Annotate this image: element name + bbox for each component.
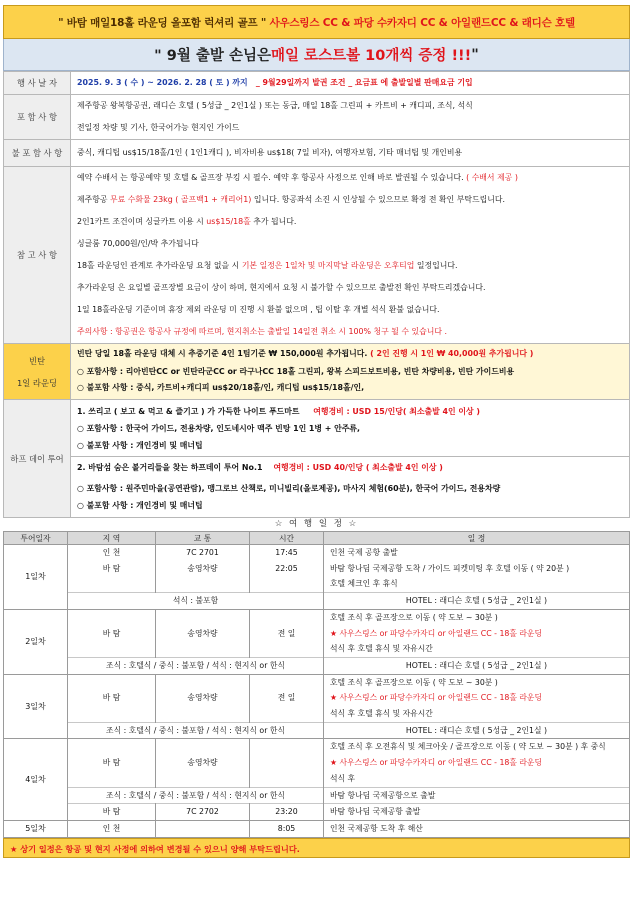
day-2-meals: 조식 : 호텔식 / 중식 : 불포함 / 석식 : 현지식 or 한식 [68,657,324,674]
row-halfday [4,400,630,518]
label-bintan: 빈탄 1일 라운딩 [4,344,71,400]
table-row: 2일차 바 탐 송영차량 전 일 호텔 조식 후 골프장으로 이동 ( 약 도보 ~ 30분 ) [4,609,630,625]
table-row: 호텔 체크인 후 휴식 [4,576,630,592]
footnote: ★ 상기 일정은 항공 및 현지 사정에 의하여 변경될 수 있으니 양해 부탁드립니다. [3,838,630,858]
table-row [4,593,630,610]
day-3-meals: 조식 : 호텔식 / 중식 : 불포함 / 석식 : 현지식 or 한식 [68,722,324,739]
day-1-meals: 석식 : 불포함 [68,593,324,610]
included-line-2: 전일정 차량 및 기사, 한국어가능 현지인 가이드 [77,123,240,132]
row-period [4,72,630,95]
table-row: 바 탐 송영차량 22:05 바탐 항나딤 국제공항 도착 / 가이드 피켓미팅 후 호텔 이동 ( 약 20분 ) [4,561,630,577]
day-5-label: 5일차 [4,820,68,837]
itinerary-table [3,531,630,838]
title-banner [3,5,630,39]
table-row: 조식 : 호텔식 / 중식 : 불포함 / 석식 : 현지식 or 한식 바탐 항나딤 국제공항으로 출발 [4,787,630,804]
tour-1-title: 1. 쓰리고 ( 보고 & 먹고 & 즐기고 ) 가 가득한 나이트 푸드마트 여행경비 : USD 15/인당( 최소출발 4인 이상 ) [77,407,480,416]
label-included: 포 함 사 항 [4,95,71,140]
note-line-7: 1일 18홀라운딩 기준이며 휴장 제외 라운딩 미 진행 시 환불 없으며 , 팁 이탈 후 개별 석식 환불 없습니다. [77,305,440,314]
excluded-line-1: 중식, 캐디팁 us$15/18홀/1인 ( 1인1캐디 ), 비자비용 us$18( 7일 비자), 여행자보험, 기타 매너팁 및 개인비용 [77,148,463,157]
table-row: 석식 후 호텔 휴식 및 자유시간 [4,706,630,722]
table-row: ★ 사우스링스 or 파당수카자디 or 아일랜드 CC - 18홀 라운딩 [4,755,630,771]
bintan-line-2: ○ 포함사항 : 리아빈탄CC or 빈탄라군CC or 라구나CC 18홀 그린피, 왕복 스피드보트비용, 빈탄 차량비용, 빈탄 가이드비용 [77,367,515,376]
table-row [4,722,630,739]
col-schedule: 일 정 [324,532,630,545]
table-row [4,657,630,674]
promo-text-highlight: 매일 로스트볼 10개씩 증정 !!! [271,48,472,64]
period-dates: 2025. 9. 3 ( 수 ) ~ 2026. 2. 28 ( 토 ) 까지 [77,78,248,87]
bintan-line-1: 빈탄 당일 18홀 라운딩 대체 시 추중기준 4인 1팀기준 ₩ 150,000원 추가됩니다. ( 2인 진행 시 1인 ₩ 40,000원 추가됩니다 ) [77,349,534,358]
col-region: 지 역 [68,532,156,545]
day-4-label: 4일차 [4,739,68,821]
promo-banner [3,39,630,71]
table-row: 1일차 인 천 7C 2701 17:45 인천 국제 공항 출발 [4,545,630,561]
day-1-label: 1일차 [4,545,68,610]
itinerary-header [4,532,630,545]
label-halfday: 하프 데이 투어 [4,400,71,518]
col-day: 투어일자 [4,532,68,545]
tour-2-title: 2. 바탐섬 숨은 볼거리들을 찾는 하프데이 투어 No.1 여행경비 : USD 40/인당 ( 최소출발 4인 이상 ) [77,463,443,472]
table-row: 3일차 바 탐 송영차량 전 일 호텔 조식 후 골프장으로 이동 ( 약 도보 ~ 30분 ) [4,674,630,690]
day-1-hotel: HOTEL : 래디슨 호텔 ( 5성급 _ 2인1실 ) [324,593,630,610]
note-line-3: 2인1카트 조건이며 싱글카트 이용 시 us$15/18홀 추가 됩니다. [77,217,297,226]
day-2-hotel: HOTEL : 래디슨 호텔 ( 5성급 _ 2인1실 ) [324,657,630,674]
note-line-8: 주의사항 : 항공권은 항공사 규정에 따르며, 현지취소는 출발일 14일전 취소 시 100% 청구 될 수 있습니다 . [77,327,448,336]
tour-1-included: ○ 포함사항 : 한국어 가이드, 전용차량, 인도네시아 맥주 빈탕 1인 1병 + 안주류, [77,424,361,433]
bintan-line-3: ○ 불포함 사항 : 중식, 카트비+캐디피 us$20/18홀/인, 캐디팁 us$15/18홀/인, [77,383,365,392]
label-notes: 참 고 사 항 [4,167,71,344]
table-row: 5일차 인 천 8:05 인천 국제공항 도착 후 해산 [4,820,630,837]
tour-2-excluded: ○ 불포함 사항 : 개인경비 및 매너팁 [77,501,203,510]
banner-text-main: " 바탐 매일18홀 라운딩 올포함 럭셔리 골프 " [58,16,267,29]
info-table [3,71,630,518]
table-row: 석식 후 [4,771,630,787]
itinerary-title: ☆ 여 행 일 정 ☆ [274,519,359,529]
note-line-1: 예약 수배서 는 항공예약 및 호텔 & 골프장 부킹 시 필수. 예약 후 항공사 사정으로 인해 바로 발권될 수 있습니다. ( 수배서 제공 ) [77,173,518,182]
banner-text-courses: 사우스링스 CC & 파당 수카자디 CC & 아일랜드CC & 래디슨 호텔 [269,16,575,29]
row-excluded [4,140,630,167]
day-3-hotel: HOTEL : 래디슨 호텔 ( 5성급 _ 2인1실 ) [324,722,630,739]
col-time: 시간 [250,532,324,545]
label-period: 행 사 날 자 [4,72,71,95]
tour-1-excluded: ○ 불포함 사항 : 개인경비 및 매너팁 [77,441,203,450]
col-transport: 교 통 [156,532,250,545]
promo-text-end: " [471,46,479,63]
period-note: _ 9월29일까지 발권 조건 _ 요금표 에 출발일별 판매요금 기입 [255,78,473,87]
table-row: ★ 사우스링스 or 파당수카자디 or 아일랜드 CC - 18홀 라운딩 [4,690,630,706]
day-2-label: 2일차 [4,609,68,674]
note-line-4: 싱글룸 70,000원/인/박 추가됩니다 [77,239,199,248]
day-3-label: 3일차 [4,674,68,739]
row-notes [4,167,630,344]
note-line-2: 제주항공 무료 수화물 23kg ( 골프백1 + 캐리어1) 입니다. 항공좌석 소진 시 인상될 수 있으므로 확정 전 확인 부탁드립니다. [77,195,505,204]
day-4-meals: 조식 : 호텔식 / 중식 : 불포함 / 석식 : 현지식 or 한식 [68,787,324,804]
label-excluded: 불 포 함 사 항 [4,140,71,167]
table-row: 바 탐 7C 2702 23:20 바탐 항나딤 국제공항 출발 [4,804,630,821]
table-row: 석식 후 호텔 휴식 및 자유시간 [4,641,630,657]
note-line-6: 추가라운딩 은 요일별 골프장별 요금이 상이 하며, 현지에서 요청 시 불가할 수 있으므로 출발전 확인 부탁드리겠습니다. [77,283,486,292]
table-row: 4일차 바 탐 송영차량 호텔 조식 후 오전휴식 및 체크아웃 / 골프장으로 이동 ( 약 도보 ~ 30분 ) 후 중식 [4,739,630,755]
row-bintan [4,344,630,400]
included-line-1: 제주항공 왕복항공권, 래디슨 호텔 ( 5성급 _ 2인1실 ) 또는 동급, 매일 18홀 그린피 + 카트비 + 캐디피, 조식, 석식 [77,101,473,110]
row-included [4,95,630,140]
promo-text-start: " 9월 출발 손님은 [154,48,271,64]
note-line-5: 18홀 라운딩인 관계로 추가라운딩 요청 없을 시 기본 일정은 1일차 및 마지막날 라운딩은 오후티업 일정입니다. [77,261,458,270]
table-row: ★ 사우스링스 or 파당수카자디 or 아일랜드 CC - 18홀 라운딩 [4,626,630,642]
tour-2-included: ○ 포함사항 : 원주민마을(공연관람), 맹그로브 산책로, 미니빌리(올로제공), 마사지 체험(60분), 한국어 가이드, 전용차량 [77,484,501,493]
